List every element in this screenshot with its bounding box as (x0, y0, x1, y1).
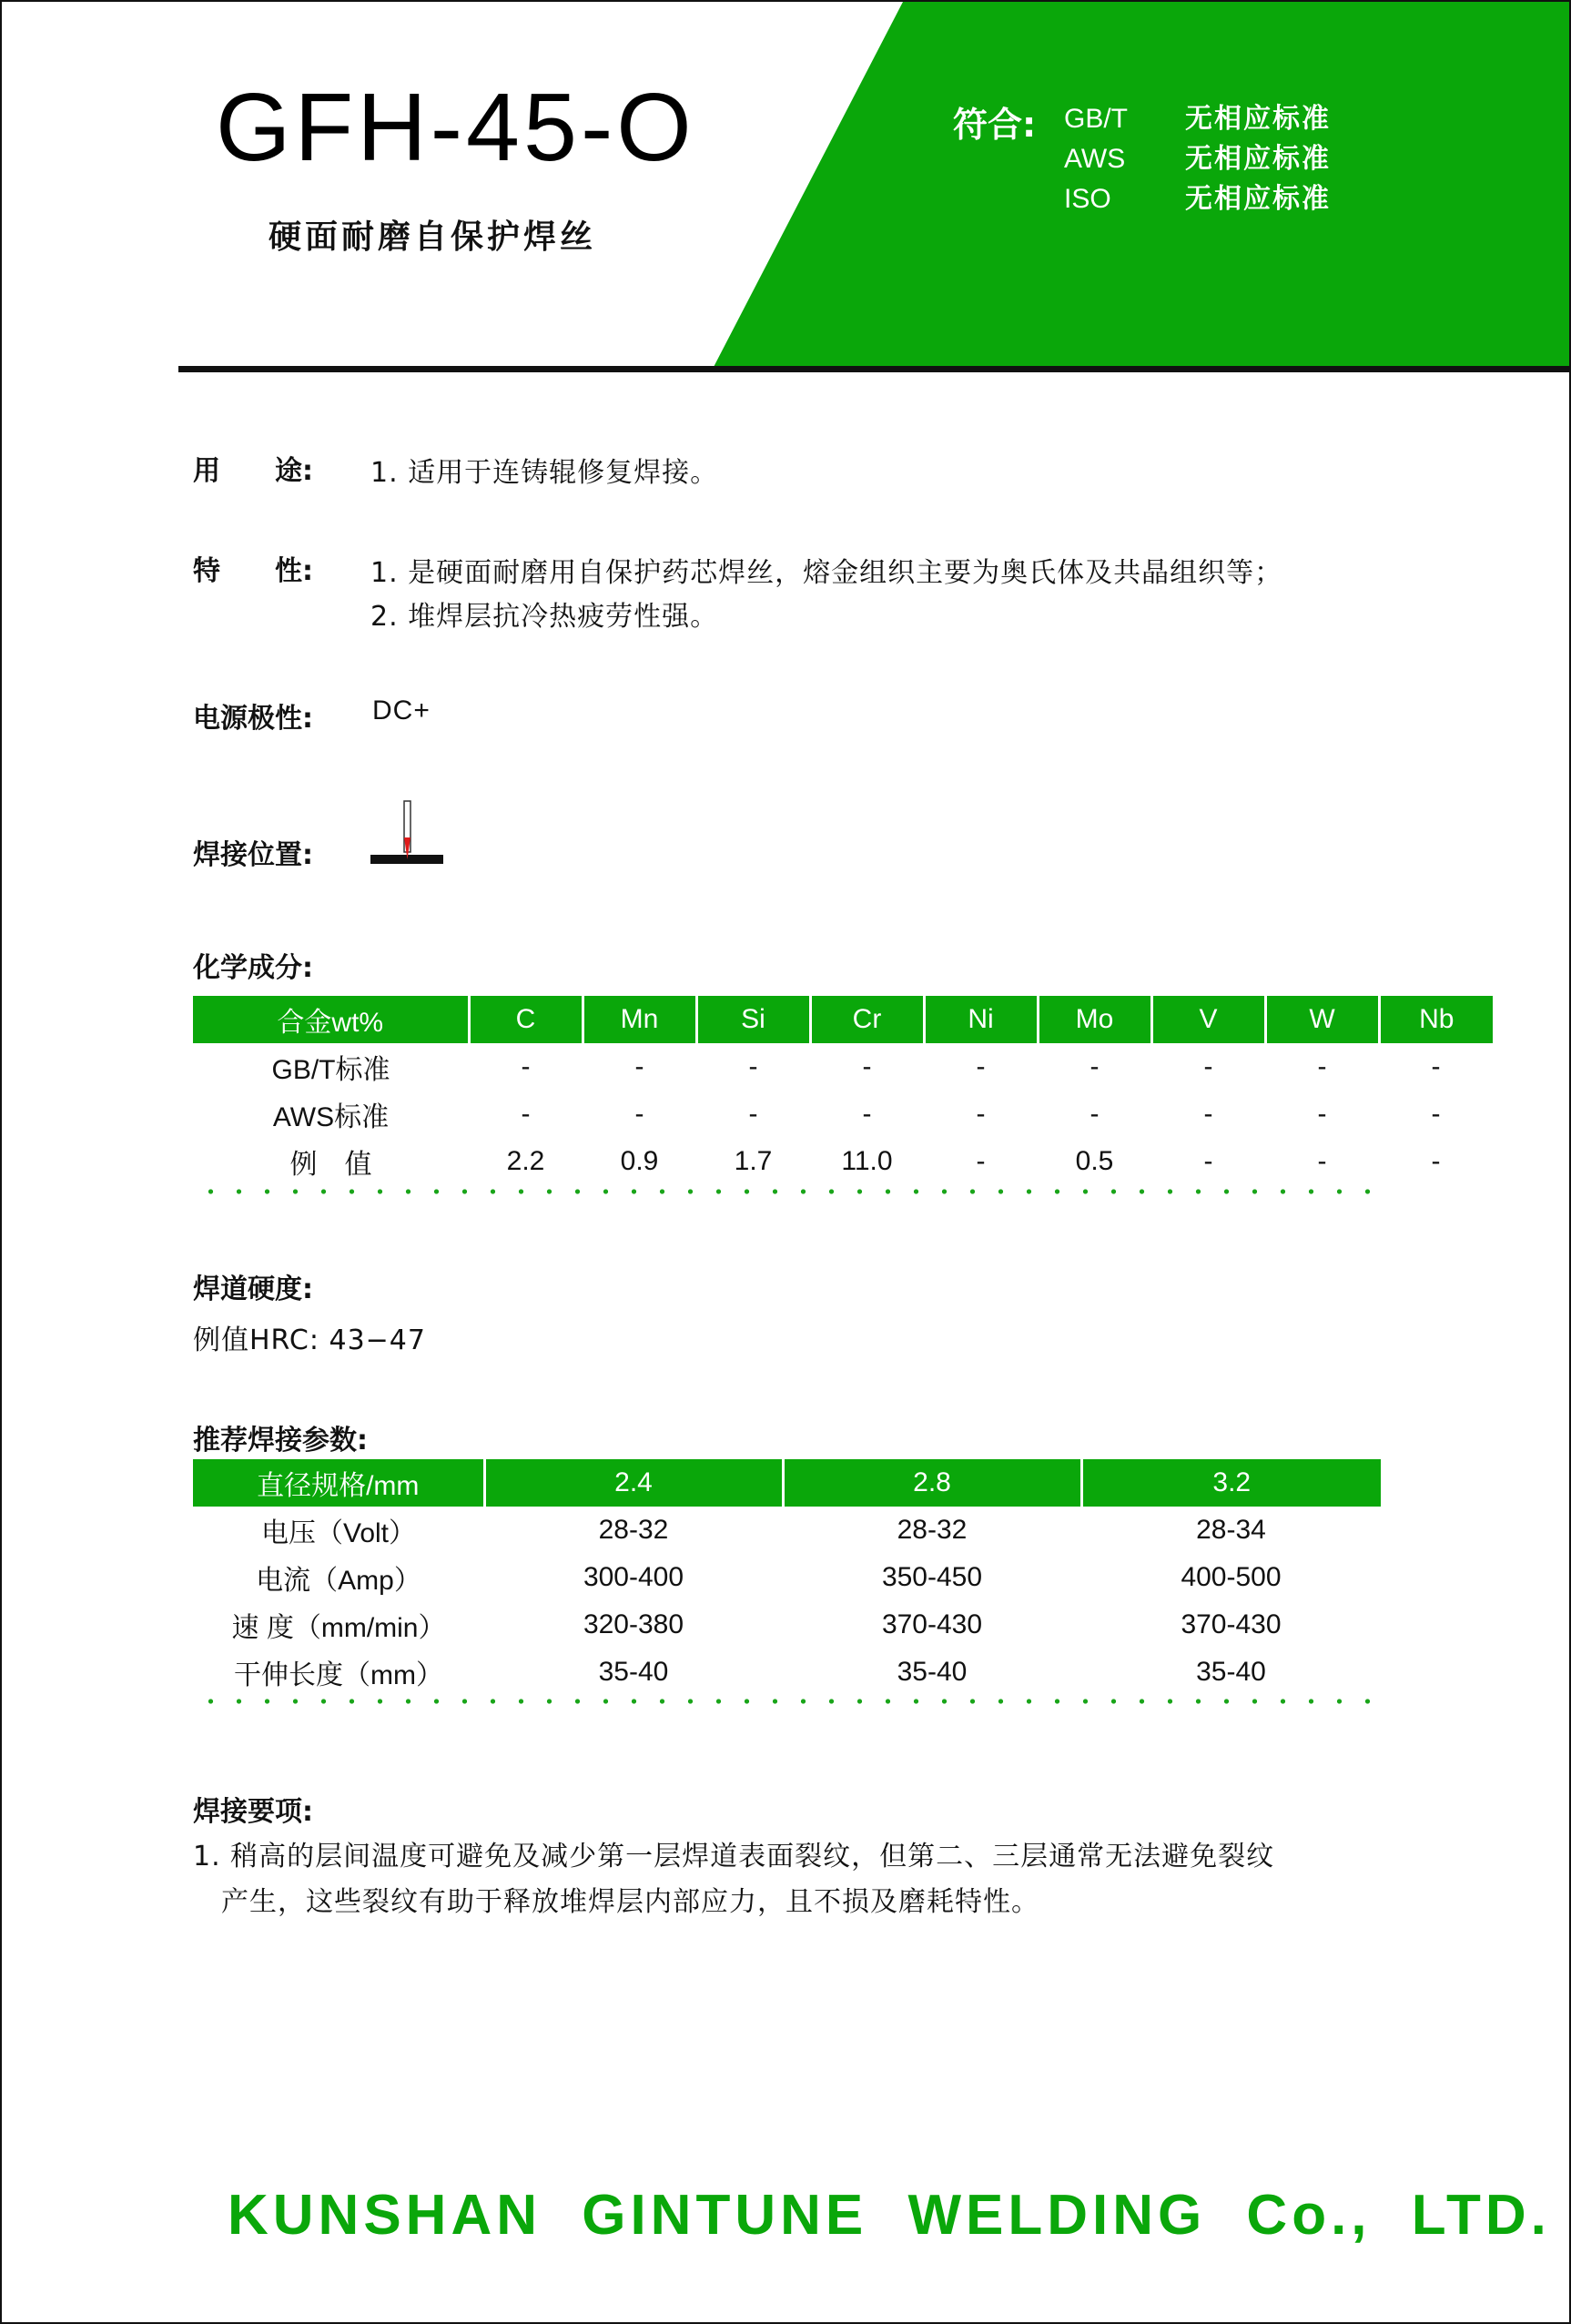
conformity-label: 符合: (953, 105, 1037, 145)
value-cell: 28-34 (1196, 1515, 1266, 1545)
value-cell: - (1317, 1099, 1327, 1129)
value-cell: 370-430 (1181, 1609, 1282, 1639)
value-cell: 28-32 (897, 1515, 968, 1545)
value-cell: - (1090, 1099, 1100, 1129)
params-header-cell: 3.2 (1081, 1459, 1381, 1507)
params-header-cell: 直径规格/mm (193, 1459, 484, 1507)
value-cell: - (862, 1051, 872, 1081)
standard-value: 无相应标准 (1185, 143, 1331, 175)
polarity-value: DC+ (372, 695, 431, 726)
chemistry-header-cell: Cr (810, 996, 924, 1043)
flat-welding-position-icon (370, 799, 447, 867)
value-cell: 0.9 (620, 1146, 659, 1176)
row-label-cell: 例 值 (289, 1150, 372, 1180)
value-cell: - (634, 1051, 644, 1081)
product-model-title: GFH-45-O (216, 74, 695, 181)
row-label-cell: 速 度（mm/min） (231, 1613, 446, 1643)
value-cell: 0.5 (1075, 1146, 1114, 1176)
standard-name: ISO (1064, 184, 1111, 214)
params-header-row (193, 1459, 1381, 1507)
chemistry-table (193, 996, 1493, 1185)
chemistry-header-cell: W (1265, 996, 1379, 1043)
value-cell: - (1203, 1051, 1213, 1081)
product-name-subtitle: 硬面耐磨自保护焊丝 (269, 218, 597, 256)
chemistry-header-cell: C (469, 996, 583, 1043)
chemistry-header-cell: Mo (1038, 996, 1151, 1043)
notes-line-2: 产生，这些裂纹有助于释放堆焊层内部应力，且不损及磨耗特性。 (193, 1886, 1039, 1918)
value-cell: 370-430 (881, 1609, 983, 1639)
value-cell: 1.7 (734, 1146, 773, 1176)
polarity-label: 电源极性: (193, 703, 313, 735)
value-cell: 2.2 (506, 1146, 545, 1176)
standard-value: 无相应标准 (1185, 183, 1331, 215)
usage-text: 1. 适用于连铸辊修复焊接。 (370, 457, 719, 489)
value-cell: 35-40 (598, 1657, 669, 1687)
value-cell: - (748, 1099, 758, 1129)
value-cell: - (521, 1051, 531, 1081)
value-cell: - (862, 1099, 872, 1129)
standard-name: GB/T (1064, 104, 1129, 134)
chemistry-header-cell: Si (696, 996, 810, 1043)
usage-label: 用 途: (193, 455, 313, 487)
chemistry-header-cell: Nb (1379, 996, 1493, 1043)
value-cell: - (1431, 1146, 1441, 1176)
row-label-cell: AWS标准 (272, 1102, 390, 1132)
value-cell: - (1431, 1051, 1441, 1081)
value-cell: 35-40 (1196, 1657, 1266, 1687)
value-cell: 300-400 (583, 1562, 684, 1592)
standard-value: 无相应标准 (1185, 103, 1331, 135)
standard-row-gbt (1064, 99, 1392, 139)
value-cell: - (1203, 1146, 1213, 1176)
params-dotted-divider (197, 1699, 1380, 1704)
params-header-cell: 2.4 (484, 1459, 783, 1507)
table-row (193, 1091, 1493, 1138)
chemistry-header-cell: Mn (583, 996, 696, 1043)
table-row (193, 1649, 1381, 1696)
value-cell: 320-380 (583, 1609, 684, 1639)
value-cell: - (1203, 1099, 1213, 1129)
value-cell: - (1090, 1051, 1100, 1081)
standard-row-aws (1064, 139, 1392, 179)
hardness-value: 例值HRC: 43−47 (193, 1324, 426, 1356)
row-label-cell: GB/T标准 (271, 1055, 390, 1085)
value-cell: - (1317, 1051, 1327, 1081)
table-row (193, 1554, 1381, 1601)
value-cell: - (1431, 1099, 1441, 1129)
row-label-cell: 干伸长度（mm） (234, 1660, 443, 1690)
value-cell: 11.0 (841, 1146, 893, 1176)
value-cell: - (976, 1146, 986, 1176)
features-label: 特 性: (193, 555, 313, 587)
table-row (193, 1601, 1381, 1649)
header-divider (178, 366, 1569, 372)
table-row (193, 1043, 1493, 1091)
chemistry-header-cell: V (1151, 996, 1265, 1043)
notes-label: 焊接要项: (193, 1796, 313, 1828)
company-name-footer: KUNSHAN GINTUNE WELDING Co., LTD. (228, 2184, 1551, 2247)
value-cell: - (1317, 1146, 1327, 1176)
value-cell: - (634, 1099, 644, 1129)
chemistry-header-cell: Ni (924, 996, 1038, 1043)
table-row (193, 1507, 1381, 1554)
row-label-cell: 电流（Amp） (256, 1566, 421, 1596)
features-line-1: 1. 是硬面耐磨用自保护药芯焊丝，熔金组织主要为奥氏体及共晶组织等； (370, 557, 1283, 589)
params-header-cell: 2.8 (783, 1459, 1081, 1507)
params-label: 推荐焊接参数: (193, 1425, 368, 1456)
notes-line-1: 1. 稍高的层间温度可避免及减少第一层焊道表面裂纹，但第二、三层通常无法避免裂纹 (193, 1841, 1275, 1872)
value-cell: - (748, 1051, 758, 1081)
chemistry-dotted-divider (197, 1189, 1380, 1194)
chemistry-header-cell: 合金wt% (193, 996, 469, 1043)
value-cell: 28-32 (598, 1515, 669, 1545)
welding-parameters-table (193, 1459, 1381, 1696)
hardness-label: 焊道硬度: (193, 1274, 313, 1305)
row-label-cell: 电压（Volt） (260, 1518, 417, 1548)
position-label: 焊接位置: (193, 839, 313, 871)
standard-name: AWS (1064, 144, 1126, 174)
table-row (193, 1138, 1493, 1185)
value-cell: 350-450 (881, 1562, 983, 1592)
standard-row-iso (1064, 179, 1392, 219)
value-cell: - (976, 1099, 986, 1129)
value-cell: - (976, 1051, 986, 1081)
value-cell: 35-40 (897, 1657, 968, 1687)
chemistry-label: 化学成分: (193, 952, 313, 984)
chemistry-header-row (193, 996, 1493, 1043)
value-cell: 400-500 (1181, 1562, 1282, 1592)
features-line-2: 2. 堆焊层抗冷热疲劳性强。 (370, 601, 719, 633)
value-cell: - (521, 1099, 531, 1129)
